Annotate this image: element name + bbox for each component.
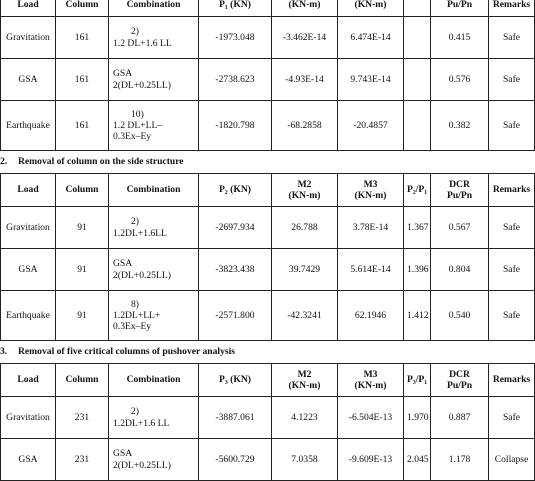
combination-line: 1.2DL+1.6 LL <box>113 417 170 429</box>
combination-line: GSA <box>113 68 133 80</box>
cell-dcr: 0.540 <box>431 291 489 341</box>
combination-line: 0.3Ex–Ey <box>113 321 152 333</box>
section-heading <box>0 151 474 173</box>
header-combination: Combination <box>109 0 199 17</box>
combination-line: 8) <box>131 298 139 310</box>
cell-m2: -68.2858 <box>272 101 338 151</box>
cell-remarks: Collapse <box>489 439 535 481</box>
header-m3: (KN-m) <box>338 0 404 17</box>
cell-ratio: 1.970 <box>404 397 431 439</box>
header-m2: M2 (KN-m) <box>272 174 338 207</box>
cell-m2: -4.93E-14 <box>272 59 338 101</box>
table-removal-side-column <box>0 173 535 341</box>
cell-dcr: 0.887 <box>431 397 489 439</box>
cell-dcr: 1.178 <box>431 439 489 481</box>
header-column: Column <box>56 0 109 17</box>
cell-ratio <box>404 17 431 59</box>
header-column: Column <box>56 174 109 207</box>
cell-axial-force: -2697.934 <box>199 207 272 249</box>
header-axial-force: P₂ (KN) <box>199 174 272 207</box>
header-dcr: Pu/Pn <box>431 0 489 17</box>
cell-dcr: 0.576 <box>431 59 489 101</box>
header-m3: M3 (KN-m) <box>338 174 404 207</box>
cell-ratio <box>404 59 431 101</box>
cell-m3: -6.504E-13 <box>338 397 404 439</box>
cell-column: 231 <box>56 397 109 439</box>
cell-combination <box>109 207 199 249</box>
cell-m2: -42.3241 <box>272 291 338 341</box>
header-remarks: Remarks <box>489 174 535 207</box>
section-title: Removal of column on the side structure <box>18 156 184 167</box>
cell-combination <box>109 17 199 59</box>
cell-remarks: Safe <box>489 397 535 439</box>
cell-m3: 5.614E-14 <box>338 249 404 291</box>
cell-dcr: 0.382 <box>431 101 489 151</box>
table-header-row <box>1 364 535 397</box>
cell-column: 91 <box>56 207 109 249</box>
combination-line: 0.3Ex–Ey <box>113 131 152 143</box>
cell-ratio: 2.045 <box>404 439 431 481</box>
section-title: Removal of five critical columns of pushover analysis <box>18 346 236 357</box>
header-remarks: Remarks <box>489 0 535 17</box>
header-column: Column <box>56 364 109 397</box>
header-remarks: Remarks <box>489 364 535 397</box>
cell-remarks: Safe <box>489 59 535 101</box>
cell-load: GSA <box>1 439 56 481</box>
cell-combination <box>109 291 199 341</box>
combination-line: GSA <box>113 448 133 460</box>
cell-column: 161 <box>56 59 109 101</box>
header-ratio: P₃/P₁ <box>404 364 431 397</box>
cell-axial-force: -3823.438 <box>199 249 272 291</box>
cell-load: Earthquake <box>1 291 56 341</box>
cell-ratio: 1.412 <box>404 291 431 341</box>
table-removal-center-column <box>0 0 535 151</box>
combination-line: 1.2 DL+LL– <box>113 119 163 131</box>
cell-m2: 4.1223 <box>272 397 338 439</box>
cell-m3: -9.609E-13 <box>338 439 404 481</box>
header-combination: Combination <box>109 364 199 397</box>
cell-load: Gravitation <box>1 207 56 249</box>
cell-ratio: 1.367 <box>404 207 431 249</box>
cell-m2: -3.462E-14 <box>272 17 338 59</box>
cell-m3: 3.78E-14 <box>338 207 404 249</box>
table-removal-five-columns <box>0 363 535 481</box>
cell-column: 161 <box>56 101 109 151</box>
combination-line: 2) <box>131 216 139 228</box>
cell-dcr: 0.415 <box>431 17 489 59</box>
combination-line: 1.2DL+1.6LL <box>113 227 167 239</box>
table-row <box>1 291 535 341</box>
combination-line: 10) <box>131 108 144 120</box>
section-heading <box>0 341 474 363</box>
cell-m3: 6.474E-14 <box>338 17 404 59</box>
header-combination: Combination <box>109 174 199 207</box>
combination-line: 2(DL+0.25LL) <box>113 269 171 281</box>
cell-remarks: Safe <box>489 101 535 151</box>
cell-load: Earthquake <box>1 101 56 151</box>
cell-ratio: 1.396 <box>404 249 431 291</box>
cell-combination <box>109 101 199 151</box>
cell-combination <box>109 249 199 291</box>
cell-dcr: 0.567 <box>431 207 489 249</box>
cell-remarks: Safe <box>489 291 535 341</box>
cell-column: 161 <box>56 17 109 59</box>
cell-remarks: Safe <box>489 17 535 59</box>
combination-line: 2(DL+0.25LL) <box>113 459 171 471</box>
table-row <box>1 397 535 439</box>
combination-line: 2(DL+0.25LL) <box>113 79 171 91</box>
header-load: Load <box>1 0 56 17</box>
section-number: 3. <box>0 346 8 357</box>
combination-line: 1.2 DL+1.6 LL <box>113 37 172 49</box>
cell-column: 91 <box>56 249 109 291</box>
table-row <box>1 101 535 151</box>
combination-line: 1.2DL+LL+ <box>113 309 161 321</box>
header-load: Load <box>1 364 56 397</box>
cell-m3: -20.4857 <box>338 101 404 151</box>
cell-m2: 39.7429 <box>272 249 338 291</box>
cell-axial-force: -5600.729 <box>199 439 272 481</box>
header-ratio <box>404 0 431 17</box>
cell-load: Gravitation <box>1 397 56 439</box>
table-row <box>1 249 535 291</box>
cell-combination <box>109 59 199 101</box>
table-row <box>1 207 535 249</box>
cell-load: GSA <box>1 59 56 101</box>
combination-line: GSA <box>113 258 133 270</box>
cell-axial-force: -1820.798 <box>199 101 272 151</box>
cell-load: Gravitation <box>1 17 56 59</box>
cell-m3: 9.743E-14 <box>338 59 404 101</box>
table-header-row <box>1 0 535 17</box>
section-number: 2. <box>0 156 8 167</box>
combination-line: 2) <box>131 26 139 38</box>
cell-m2: 26.788 <box>272 207 338 249</box>
cell-load: GSA <box>1 249 56 291</box>
header-dcr: DCR Pu/Pn <box>431 364 489 397</box>
cell-column: 91 <box>56 291 109 341</box>
header-m2: (KN-m) <box>272 0 338 17</box>
cell-combination <box>109 439 199 481</box>
cell-m3: 62.1946 <box>338 291 404 341</box>
cell-axial-force: -3887.061 <box>199 397 272 439</box>
cell-combination <box>109 397 199 439</box>
header-dcr: DCR Pu/Pn <box>431 174 489 207</box>
header-m3: M3 (KN-m) <box>338 364 404 397</box>
cell-m2: 7.0358 <box>272 439 338 481</box>
table-header-row <box>1 174 535 207</box>
cell-column: 231 <box>56 439 109 481</box>
cell-axial-force: -1973.048 <box>199 17 272 59</box>
combination-line: 2) <box>131 406 139 418</box>
cell-dcr: 0.804 <box>431 249 489 291</box>
table-row <box>1 17 535 59</box>
header-axial-force: P₃ (KN) <box>199 364 272 397</box>
table-row <box>1 439 535 481</box>
cell-axial-force: -2571.800 <box>199 291 272 341</box>
table-row <box>1 59 535 101</box>
cell-ratio <box>404 101 431 151</box>
header-load: Load <box>1 174 56 207</box>
header-m2: M2 (KN-m) <box>272 364 338 397</box>
header-ratio: P₂/P₁ <box>404 174 431 207</box>
header-axial-force: P₁ (KN) <box>199 0 272 17</box>
cell-remarks: Safe <box>489 249 535 291</box>
cell-axial-force: -2738.623 <box>199 59 272 101</box>
cell-remarks: Safe <box>489 207 535 249</box>
